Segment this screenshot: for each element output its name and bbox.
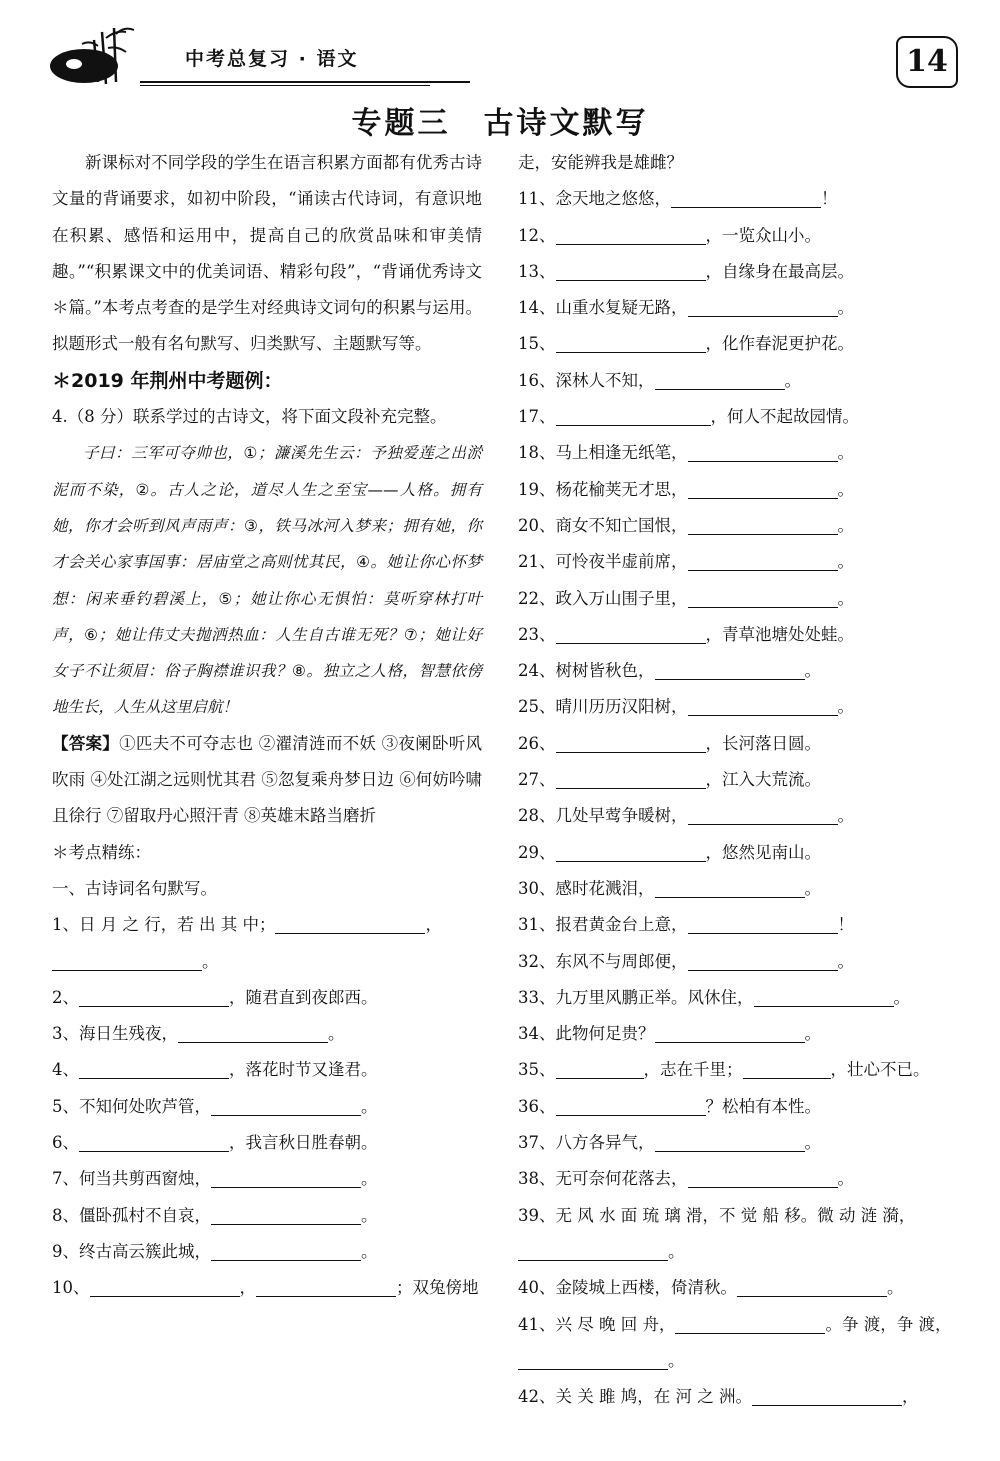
answer-blank[interactable]: [655, 659, 805, 680]
item-text: 1、日 月 之 行，若 出 其 中；: [52, 915, 276, 935]
item-text: 。: [804, 661, 821, 681]
list-item: [518, 1379, 950, 1415]
answer-blank[interactable]: [743, 1058, 831, 1079]
item-text: ！: [837, 915, 854, 935]
list-item: [52, 1234, 482, 1270]
item-text: 19、杨花榆荚无才思，: [518, 479, 688, 499]
item-text: 。: [361, 1169, 378, 1189]
answer-blank[interactable]: [752, 1385, 902, 1406]
list-item: [518, 653, 950, 689]
item-text: 37、八方各异气，: [518, 1133, 655, 1153]
item-text: 。: [361, 1205, 378, 1225]
list-item: [518, 581, 950, 617]
item-text: 。: [837, 479, 854, 499]
item-text: 32、东风不与周郎便，: [518, 951, 688, 971]
list-item: [518, 181, 950, 217]
list-item: [518, 254, 950, 290]
list-item: [518, 472, 950, 508]
list-item: [518, 907, 950, 943]
item-text: 38、无可奈何花落去，: [518, 1169, 688, 1189]
answer-blank[interactable]: [211, 1167, 361, 1188]
item-text: 。: [668, 1241, 685, 1261]
list-item: [518, 363, 950, 399]
answer-blank[interactable]: [52, 950, 202, 971]
page-number: 14: [896, 36, 958, 88]
answer-blank[interactable]: [737, 1276, 887, 1297]
answer-blank[interactable]: [556, 332, 706, 353]
item-text: ，一览众山小。: [705, 225, 821, 245]
answer-blank[interactable]: [675, 1313, 825, 1334]
answer-blank[interactable]: [688, 550, 838, 571]
list-item: [518, 944, 950, 980]
item-text: ，落花时节又逢君。: [229, 1060, 378, 1080]
list-item: [52, 944, 482, 980]
answer-blank[interactable]: [211, 1095, 361, 1116]
item-text: 9、终古高云簇此城，: [52, 1241, 211, 1261]
page-title: 专题三 古诗文默写: [351, 106, 649, 141]
answer-blank[interactable]: [211, 1240, 361, 1261]
list-item: [518, 1125, 950, 1161]
item-text: 。: [837, 552, 854, 572]
item-text: 26、: [518, 733, 556, 753]
answer-blank[interactable]: [211, 1204, 361, 1225]
item-text: 21、可怜夜半虚前席，: [518, 552, 688, 572]
list-item: [518, 218, 950, 254]
item-text: 36、: [518, 1096, 556, 1116]
item-text: 2、: [52, 987, 79, 1007]
item-text: 30、感时花溅泪，: [518, 878, 655, 898]
item-text: 24、树树皆秋色，: [518, 661, 655, 681]
answer-blank[interactable]: [556, 260, 706, 281]
answer-blank[interactable]: [688, 913, 838, 934]
item-text: ，我言秋日胜春朝。: [229, 1133, 378, 1153]
item-text: 。: [837, 806, 854, 826]
answer-blank[interactable]: [688, 296, 838, 317]
list-item: [52, 1198, 482, 1234]
list-item: [518, 1234, 950, 1270]
item-text: 。: [804, 1024, 821, 1044]
item-text: 16、深林人不知，: [518, 370, 655, 390]
item-text: 。: [837, 515, 854, 535]
list-item: [518, 290, 950, 326]
answer-blank[interactable]: [256, 1276, 396, 1297]
item-text: ，自缘身在最高层。: [705, 261, 854, 281]
item-text: 。: [804, 878, 821, 898]
item-text: 28、几处早莺争暖树，: [518, 806, 688, 826]
page-header: [40, 18, 970, 88]
section-heading: 一、古诗词名句默写。: [52, 878, 217, 898]
question-stem: 4.（8 分）联系学过的古诗文，将下面文段补充完整。: [52, 407, 447, 427]
answer-tag: 【答案】: [52, 733, 120, 753]
answer-blank[interactable]: [556, 1058, 644, 1079]
item-text: 8、僵卧孤村不自哀，: [52, 1205, 211, 1225]
list-item: [518, 1307, 950, 1343]
list-item: [518, 1089, 950, 1125]
item-text: 。: [784, 370, 801, 390]
item-text: 。: [837, 951, 854, 971]
answer-blank[interactable]: [754, 986, 894, 1007]
list-item: [518, 689, 950, 725]
answer-blank[interactable]: [655, 1022, 805, 1043]
item-text: ，悠然见南山。: [705, 842, 821, 862]
item-text: ，: [239, 1278, 256, 1298]
answer-blank[interactable]: [556, 224, 706, 245]
answer-blank[interactable]: [178, 1022, 328, 1043]
answer-blank[interactable]: [556, 732, 706, 753]
answer-blank[interactable]: [688, 695, 838, 716]
list-item: [52, 1270, 482, 1306]
item-text: 27、: [518, 770, 556, 790]
item-text: 。争 渡，争 渡，: [825, 1314, 952, 1334]
list-item: 走，安能辨我是雄雌？: [518, 153, 683, 172]
answer-blank[interactable]: [275, 913, 425, 934]
item-text: 41、兴 尽 晚 回 舟，: [518, 1314, 676, 1334]
item-text: 。: [837, 443, 854, 463]
intro-paragraph: 新课标对不同学段的学生在语言积累方面都有优秀古诗文量的背诵要求，如初中阶段，“诵读古代诗词，有意识地在积累、感悟和运用中，提高自己的欣赏品味和审美情趣。”“积累课文中的优美词语、精彩句段”，“背诵优秀诗文＊篇。”本考点考查的是学生对经典诗文词句的积累与运用。拟题形式一般有名句默写、归类默写、主题默写等。: [52, 153, 482, 354]
series-title: 中考总复习 · 语文: [185, 48, 359, 70]
item-text: ，志在千里；: [643, 1060, 743, 1080]
answer-blank[interactable]: [688, 478, 838, 499]
answer-blank[interactable]: [556, 405, 711, 426]
answer-blank[interactable]: [688, 441, 838, 462]
answer-blank[interactable]: [688, 1167, 838, 1188]
item-text: ，化作春泥更护花。: [705, 334, 854, 354]
answer-blank[interactable]: [556, 768, 706, 789]
list-item: [518, 762, 950, 798]
item-text: 。: [887, 1278, 904, 1298]
answer-blank[interactable]: [655, 877, 805, 898]
header-rule-thin: [140, 85, 430, 86]
item-text: ，江入大荒流。: [705, 770, 821, 790]
item-text: 35、: [518, 1060, 556, 1080]
sample-heading: ＊2019 年荆州中考题例：: [52, 369, 283, 392]
answer-blank[interactable]: [90, 1276, 240, 1297]
list-item: [518, 798, 950, 834]
item-text: 10、: [52, 1278, 90, 1298]
answer-blank[interactable]: [688, 804, 838, 825]
item-text: 3、海日生残夜，: [52, 1024, 178, 1044]
item-text: 7、何当共剪西窗烛，: [52, 1169, 211, 1189]
list-item: [52, 1052, 482, 1088]
list-item: [518, 1052, 950, 1088]
item-text: 。: [804, 1133, 821, 1153]
item-text: 。: [361, 1241, 378, 1261]
item-text: 。: [837, 298, 854, 318]
item-text: 。: [893, 987, 910, 1007]
item-text: 22、政入万山围子里，: [518, 588, 688, 608]
answer-blank[interactable]: [79, 1058, 229, 1079]
list-item: [518, 1161, 950, 1197]
list-item: [52, 1161, 482, 1197]
list-item: [52, 907, 482, 943]
list-item: [52, 1125, 482, 1161]
answer-blank[interactable]: [688, 950, 838, 971]
item-text: 18、马上相逢无纸笔，: [518, 443, 688, 463]
list-item: [52, 980, 482, 1016]
list-item: [518, 544, 950, 580]
answer-blank[interactable]: [556, 1095, 706, 1116]
answer-blank[interactable]: [688, 587, 838, 608]
header-rule: [140, 81, 470, 83]
list-item: [52, 1016, 482, 1052]
list-item: [518, 1343, 950, 1379]
item-text: 40、金陵城上西楼，倚清秋。: [518, 1278, 737, 1298]
answer-blank[interactable]: [671, 187, 821, 208]
item-text: 。: [837, 588, 854, 608]
item-text: 14、山重水复疑无路，: [518, 298, 688, 318]
practice-heading: ＊考点精练：: [52, 842, 151, 862]
answer-blank[interactable]: [655, 369, 785, 390]
item-text: 。: [837, 697, 854, 717]
item-text: ？松柏有本性。: [705, 1096, 821, 1116]
item-text: ，: [901, 1387, 919, 1407]
item-text: 。: [668, 1350, 685, 1370]
item-text: 4、: [52, 1060, 79, 1080]
item-text: 。: [361, 1096, 378, 1116]
item-text: ，青草池塘处处蛙。: [705, 624, 854, 644]
item-text: 33、九万里风鹏正举。风休住，: [518, 987, 754, 1007]
answer-text: ①匹夫不可夺志也 ②濯清涟而不妖 ③夜阑卧听风吹雨 ④处江湖之远则忧其君 ⑤忽复乘舟梦日边 ⑥何妨吟啸且徐行 ⑦留取丹心照汗青 ⑧英雄末路当磨折: [52, 733, 482, 826]
answer-blank[interactable]: [655, 1131, 805, 1152]
list-item: [518, 835, 950, 871]
answer-blank[interactable]: [556, 841, 706, 862]
item-text: 11、念天地之悠悠，: [518, 189, 671, 209]
bamboo-logo-icon: [44, 24, 144, 88]
item-text: ，随君直到夜郎西。: [229, 987, 378, 1007]
list-item: [518, 871, 950, 907]
item-text: 42、关 关 雎 鸠，在 河 之 洲。: [518, 1387, 752, 1407]
item-text: 6、: [52, 1133, 79, 1153]
list-item: [518, 1016, 950, 1052]
item-text: 20、商女不知亡国恨，: [518, 515, 688, 535]
item-text: ；双兔傍地: [396, 1278, 479, 1298]
item-text: 。: [837, 1169, 854, 1189]
answer-blank[interactable]: [688, 514, 838, 535]
item-text: 17、: [518, 407, 556, 427]
item-text: 。: [202, 951, 219, 971]
answer-blank[interactable]: [556, 623, 706, 644]
list-item: [518, 1270, 950, 1306]
item-text: 15、: [518, 334, 556, 354]
item-text: ！: [821, 189, 838, 209]
item-text: 25、晴川历历汉阳树，: [518, 697, 688, 717]
list-item: [518, 399, 950, 435]
question-passage: 子曰：三军可夺帅也，①；濂溪先生云：予独爱莲之出淤泥而不染，②。古人之论，道尽人生之至宝——人格。拥有她，你才会听到风声雨声：③，铁马冰河入梦来；拥有她，你才会关心家事国事：居庙堂之高则忧其民，④。她让你心怀梦想：闲来垂钓碧溪上，⑤；她让你心无惧怕：莫听穿林打叶声，⑥；她让伟丈夫抛洒热血：人生自古谁无死？⑦；她让好女子不让须眉：俗子胸襟谁识我？⑧。独立之人格，智慧依傍地生长，人生从这里启航！: [52, 444, 482, 717]
item-text: ，壮心不已。: [830, 1060, 930, 1080]
list-item: [518, 617, 950, 653]
list-item: [518, 326, 950, 362]
list-item: [518, 726, 950, 762]
answer-blank[interactable]: [79, 1131, 229, 1152]
list-item: [518, 508, 950, 544]
item-text: 12、: [518, 225, 556, 245]
item-text: ，何人不起故园情。: [710, 407, 859, 427]
item-text: 23、: [518, 624, 556, 644]
answer-blank[interactable]: [79, 986, 229, 1007]
answer-blank[interactable]: [518, 1240, 668, 1261]
answer-blank[interactable]: [518, 1349, 668, 1370]
item-text: ，长河落日圆。: [705, 733, 821, 753]
item-text: 29、: [518, 842, 556, 862]
right-column: [518, 145, 950, 1415]
list-item: [518, 435, 950, 471]
list-item: 39、无 风 水 面 琉 璃 滑，不 觉 船 移。微 动 涟 漪，: [518, 1205, 916, 1225]
item-text: ，: [425, 915, 442, 935]
list-item: [52, 1089, 482, 1125]
item-text: 31、报君黄金台上意，: [518, 915, 688, 935]
item-text: 5、不知何处吹芦管，: [52, 1096, 211, 1116]
answer-block: [52, 726, 482, 835]
item-text: 。: [328, 1024, 345, 1044]
item-text: 13、: [518, 261, 556, 281]
list-item: [518, 980, 950, 1016]
left-column: [52, 145, 482, 1307]
item-text: 34、此物何足贵？: [518, 1024, 655, 1044]
